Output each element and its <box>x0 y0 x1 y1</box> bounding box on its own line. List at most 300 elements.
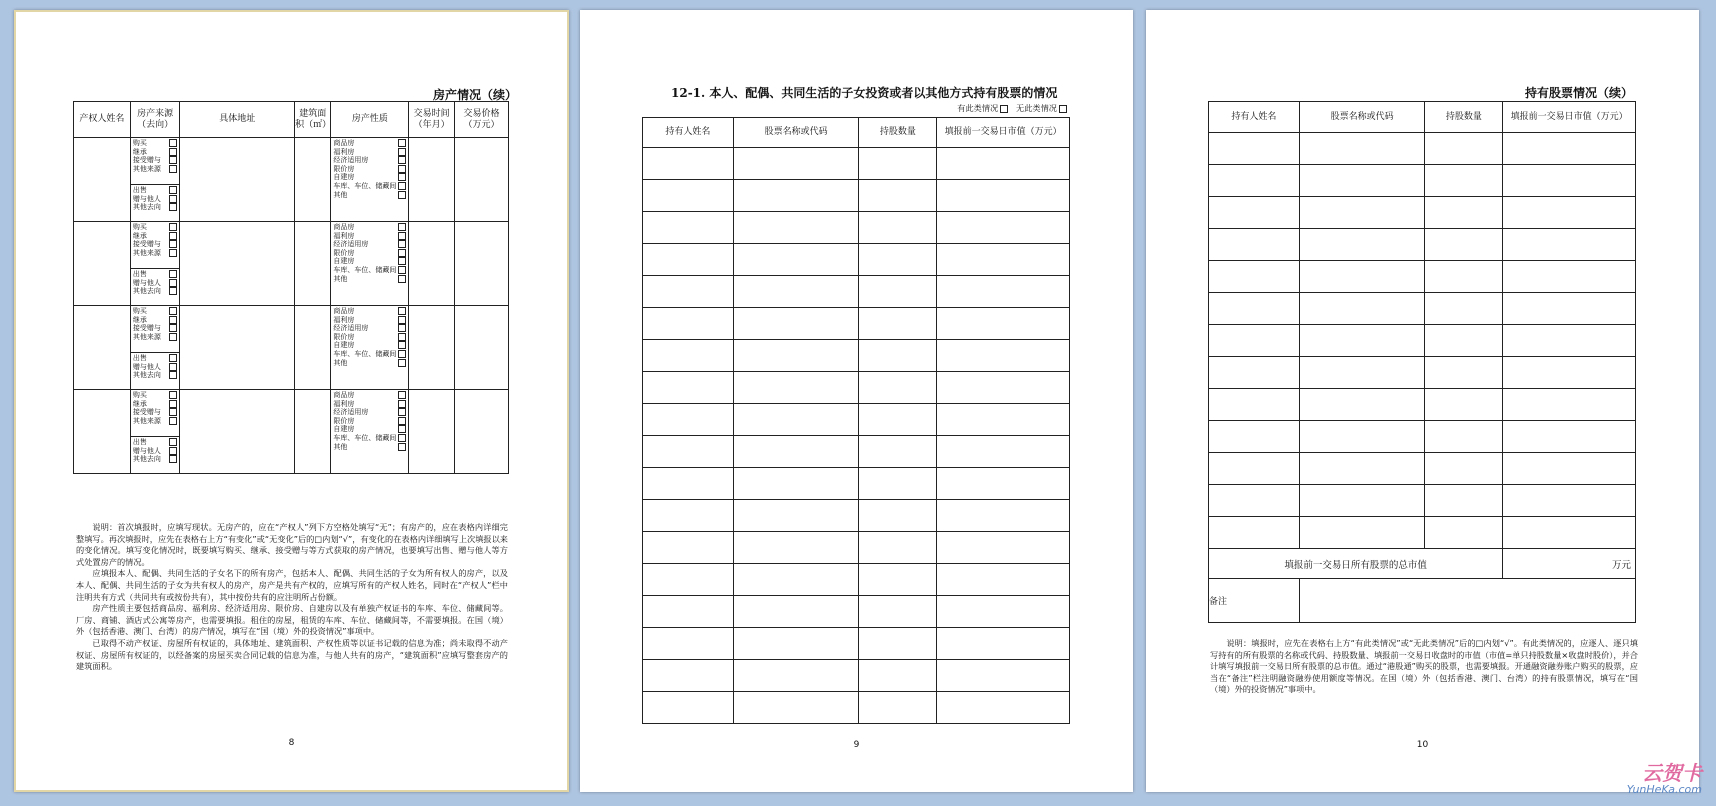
option-label: 其他来源 <box>132 248 161 257</box>
option-checkbox[interactable] <box>169 391 177 399</box>
option-label: 出售 <box>132 438 147 446</box>
option-checkbox[interactable] <box>169 307 177 315</box>
option-label: 限价房 <box>333 164 355 173</box>
table-cell[interactable] <box>733 500 859 532</box>
trade-time-cell[interactable] <box>409 138 455 222</box>
option-label: 购买 <box>132 307 147 315</box>
option-checkbox[interactable] <box>169 139 177 147</box>
option-label: 商品房 <box>333 307 355 315</box>
table-cell[interactable] <box>1503 133 1636 165</box>
table-cell[interactable] <box>1503 517 1636 549</box>
option-row <box>133 186 177 195</box>
option-checkbox[interactable] <box>398 156 406 164</box>
table-cell[interactable] <box>733 468 859 500</box>
option-checkbox[interactable] <box>398 341 406 349</box>
table-row <box>643 212 1070 244</box>
table-cell[interactable] <box>1503 229 1636 261</box>
table-cell[interactable] <box>733 372 859 404</box>
table-cell[interactable] <box>937 468 1070 500</box>
table-cell[interactable] <box>859 564 937 596</box>
table-cell[interactable] <box>859 180 937 212</box>
option-label: 继承 <box>132 231 147 240</box>
table-cell[interactable] <box>1425 133 1503 165</box>
option-checkbox[interactable] <box>398 275 406 283</box>
table-cell[interactable] <box>1299 389 1425 421</box>
table-cell[interactable] <box>643 276 734 308</box>
table-cell[interactable] <box>733 596 859 628</box>
table-row <box>643 564 1070 596</box>
option-checkbox[interactable] <box>398 148 406 156</box>
table-cell[interactable] <box>1209 517 1300 549</box>
area-cell[interactable] <box>295 390 331 474</box>
table-cell[interactable] <box>643 468 734 500</box>
table-cell[interactable] <box>733 436 859 468</box>
table-cell[interactable] <box>937 148 1070 180</box>
option-checkbox[interactable] <box>169 316 177 324</box>
col-source: 房产来源（去向） <box>130 102 179 138</box>
option-checkbox[interactable] <box>169 270 177 278</box>
table-cell[interactable] <box>1503 453 1636 485</box>
table-cell[interactable] <box>643 212 734 244</box>
table-cell[interactable] <box>859 628 937 660</box>
option-row <box>333 443 406 452</box>
option-label: 其他去向 <box>132 455 161 464</box>
table-cell[interactable] <box>1425 453 1503 485</box>
table-row <box>643 340 1070 372</box>
table-row <box>643 404 1070 436</box>
source-options <box>131 390 179 426</box>
table-cell[interactable] <box>1209 197 1300 229</box>
table-cell[interactable] <box>733 628 859 660</box>
destination-options <box>131 269 179 297</box>
owner-cell[interactable] <box>74 306 131 390</box>
trade-time-cell[interactable] <box>409 306 455 390</box>
property-table <box>73 101 509 474</box>
table-cell[interactable] <box>937 436 1070 468</box>
table-cell[interactable] <box>1299 229 1425 261</box>
trade-time-cell[interactable] <box>409 390 455 474</box>
option-checkbox[interactable] <box>398 417 406 425</box>
table-cell[interactable] <box>1299 357 1425 389</box>
table-cell[interactable] <box>1209 293 1300 325</box>
table-cell[interactable] <box>1209 165 1300 197</box>
nature-cell <box>331 306 409 390</box>
option-checkbox[interactable] <box>398 182 406 190</box>
option-checkbox[interactable] <box>398 400 406 408</box>
document-page-10 <box>1146 10 1699 792</box>
option-checkbox[interactable] <box>398 307 406 315</box>
option-checkbox[interactable] <box>169 417 177 425</box>
option-label: 出售 <box>132 270 147 278</box>
table-cell[interactable] <box>937 180 1070 212</box>
table-cell[interactable] <box>1503 389 1636 421</box>
remark-field[interactable] <box>1299 579 1635 623</box>
option-label: 福利房 <box>333 399 355 408</box>
nature-cell <box>331 390 409 474</box>
option-checkbox[interactable] <box>398 223 406 231</box>
option-row <box>133 363 177 372</box>
table-cell[interactable] <box>1503 325 1636 357</box>
table-cell[interactable] <box>1209 133 1300 165</box>
table-cell[interactable] <box>859 692 937 724</box>
table-cell[interactable] <box>733 244 859 276</box>
table-cell[interactable] <box>1299 293 1425 325</box>
destination-cell <box>130 269 179 306</box>
table-cell[interactable] <box>643 372 734 404</box>
source-options <box>131 222 179 258</box>
table-cell[interactable] <box>937 276 1070 308</box>
table-cell[interactable] <box>1425 517 1503 549</box>
option-label: 接受赠与 <box>132 156 161 165</box>
option-label: 继承 <box>132 399 147 408</box>
option-checkbox[interactable] <box>169 455 177 463</box>
option-label: 接受赠与 <box>132 240 161 249</box>
area-cell[interactable] <box>295 306 331 390</box>
destination-options <box>131 185 179 213</box>
table-cell[interactable] <box>643 628 734 660</box>
option-checkbox[interactable] <box>169 354 177 362</box>
owner-cell[interactable] <box>74 138 131 222</box>
option-row <box>133 333 177 342</box>
table-row <box>1209 229 1636 261</box>
table-cell[interactable] <box>1299 421 1425 453</box>
trade-time-cell[interactable] <box>409 222 455 306</box>
status-none-checkbox[interactable] <box>1059 105 1067 113</box>
table-cell[interactable] <box>643 660 734 692</box>
col-area: 建筑面积（㎡） <box>295 102 331 138</box>
table-cell[interactable] <box>1425 485 1503 517</box>
table-row <box>1209 453 1636 485</box>
table-cell[interactable] <box>733 692 859 724</box>
owner-cell[interactable] <box>74 390 131 474</box>
option-checkbox[interactable] <box>398 266 406 274</box>
table-cell[interactable] <box>733 308 859 340</box>
option-checkbox[interactable] <box>398 173 406 181</box>
table-cell[interactable] <box>733 340 859 372</box>
table-cell[interactable] <box>1299 197 1425 229</box>
table-cell[interactable] <box>733 660 859 692</box>
trade-price-cell[interactable] <box>455 306 509 390</box>
table-cell[interactable] <box>1425 389 1503 421</box>
table-cell[interactable] <box>1299 165 1425 197</box>
table-cell[interactable] <box>643 436 734 468</box>
option-label: 商品房 <box>333 139 355 147</box>
stock-table-continued <box>1208 101 1636 623</box>
option-checkbox[interactable] <box>398 391 406 399</box>
source-cell <box>130 306 179 353</box>
destination-cell <box>130 437 179 474</box>
table-cell[interactable] <box>1425 261 1503 293</box>
owner-cell[interactable] <box>74 222 131 306</box>
table-cell[interactable] <box>1425 421 1503 453</box>
option-checkbox[interactable] <box>398 316 406 324</box>
option-row <box>333 324 406 333</box>
watermark-en: YunHeKa.com <box>1626 783 1702 796</box>
table-cell[interactable] <box>1503 165 1636 197</box>
option-row <box>133 203 177 212</box>
table-cell[interactable] <box>733 404 859 436</box>
option-checkbox[interactable] <box>398 408 406 416</box>
table-cell[interactable] <box>643 532 734 564</box>
table-cell[interactable] <box>733 276 859 308</box>
option-label: 赠与他人 <box>132 278 161 287</box>
option-row <box>333 266 406 275</box>
table-cell[interactable] <box>1503 293 1636 325</box>
address-cell[interactable] <box>180 306 295 390</box>
option-checkbox[interactable] <box>398 434 406 442</box>
table-cell[interactable] <box>643 692 734 724</box>
option-label: 福利房 <box>333 147 355 156</box>
table-cell[interactable] <box>1503 197 1636 229</box>
option-checkbox[interactable] <box>398 324 406 332</box>
table-cell[interactable] <box>937 692 1070 724</box>
table-cell[interactable] <box>859 532 937 564</box>
col-shares: 持股数量 <box>1425 102 1503 133</box>
nature-cell <box>331 222 409 306</box>
option-label: 出售 <box>132 354 147 362</box>
option-row <box>333 307 406 316</box>
table-cell[interactable] <box>1425 293 1503 325</box>
table-cell[interactable] <box>937 404 1070 436</box>
option-checkbox[interactable] <box>398 443 406 451</box>
option-checkbox[interactable] <box>398 139 406 147</box>
table-row <box>1209 133 1636 165</box>
table-cell[interactable] <box>937 244 1070 276</box>
trade-price-cell[interactable] <box>455 138 509 222</box>
option-label: 经济适用房 <box>333 324 369 333</box>
option-checkbox[interactable] <box>169 371 177 379</box>
total-label: 填报前一交易日所有股票的总市值 <box>1209 549 1503 579</box>
table-cell[interactable] <box>859 372 937 404</box>
table-cell[interactable] <box>937 532 1070 564</box>
option-row <box>333 425 406 434</box>
option-checkbox[interactable] <box>169 400 177 408</box>
option-label: 其他来源 <box>132 332 161 341</box>
option-checkbox[interactable] <box>169 165 177 173</box>
table-cell[interactable] <box>859 404 937 436</box>
option-row <box>133 316 177 325</box>
source-cell <box>130 138 179 185</box>
table-cell[interactable] <box>859 500 937 532</box>
option-row <box>133 287 177 296</box>
table-cell[interactable] <box>1503 485 1636 517</box>
option-row <box>133 139 177 148</box>
table-cell[interactable] <box>1503 421 1636 453</box>
option-label: 继承 <box>132 315 147 324</box>
option-row <box>333 232 406 241</box>
table-cell[interactable] <box>733 148 859 180</box>
option-checkbox[interactable] <box>169 249 177 257</box>
instruction-paragraph: 应填报本人、配偶、共同生活的子女名下的所有房产，包括本人、配偶、共同生活的子女为所有权人的房产，以及本人、配偶、共同生活的子女为共有权人的房产，房产是共有产权的，应填写所有的产权人姓名，同时在“产权人”栏中注明共有方式（共同共有或按份共有），其中按份共有的应注明所占份额。 <box>76 568 508 602</box>
table-cell[interactable] <box>1209 421 1300 453</box>
table-cell[interactable] <box>1299 485 1425 517</box>
table-cell[interactable] <box>643 308 734 340</box>
page-title: 房产情况（续） <box>432 88 517 102</box>
option-label: 车库、车位、储藏间 <box>333 433 397 442</box>
table-cell[interactable] <box>1299 325 1425 357</box>
table-cell[interactable] <box>1209 485 1300 517</box>
trade-price-cell[interactable] <box>455 222 509 306</box>
option-label: 其他去向 <box>132 287 161 296</box>
option-label: 限价房 <box>333 332 355 341</box>
table-row <box>643 308 1070 340</box>
table-cell[interactable] <box>937 340 1070 372</box>
option-checkbox[interactable] <box>169 186 177 194</box>
option-label: 其他去向 <box>132 371 161 380</box>
table-row <box>643 436 1070 468</box>
page-title: 持有股票情况（续） <box>1524 86 1633 100</box>
table-row <box>643 660 1070 692</box>
table-cell[interactable] <box>1425 197 1503 229</box>
table-cell[interactable] <box>643 404 734 436</box>
table-cell[interactable] <box>643 596 734 628</box>
option-label: 其他 <box>333 358 348 367</box>
table-cell[interactable] <box>1425 165 1503 197</box>
option-row <box>133 447 177 456</box>
address-cell[interactable] <box>180 138 295 222</box>
table-cell[interactable] <box>937 308 1070 340</box>
option-checkbox[interactable] <box>169 240 177 248</box>
option-checkbox[interactable] <box>398 425 406 433</box>
table-cell[interactable] <box>859 212 937 244</box>
table-cell[interactable] <box>643 148 734 180</box>
table-cell[interactable] <box>1503 357 1636 389</box>
trade-price-cell[interactable] <box>455 390 509 474</box>
table-row <box>1209 389 1636 421</box>
table-cell[interactable] <box>1425 357 1503 389</box>
option-label: 车库、车位、储藏间 <box>333 349 397 358</box>
area-cell[interactable] <box>295 222 331 306</box>
table-cell[interactable] <box>859 276 937 308</box>
table-cell[interactable] <box>1425 229 1503 261</box>
table-cell[interactable] <box>1503 261 1636 293</box>
status-has-checkbox[interactable] <box>1000 105 1008 113</box>
table-cell[interactable] <box>937 372 1070 404</box>
option-row <box>133 279 177 288</box>
table-cell[interactable] <box>1209 389 1300 421</box>
table-cell[interactable] <box>859 308 937 340</box>
remark-label: 备注 <box>1209 597 1228 607</box>
option-label: 自建房 <box>333 425 355 434</box>
table-cell[interactable] <box>937 212 1070 244</box>
area-cell[interactable] <box>295 138 331 222</box>
option-checkbox[interactable] <box>169 333 177 341</box>
address-cell[interactable] <box>180 390 295 474</box>
option-row <box>333 223 406 232</box>
table-row <box>643 244 1070 276</box>
table-cell[interactable] <box>1209 357 1300 389</box>
option-checkbox[interactable] <box>169 195 177 203</box>
destination-options <box>131 353 179 381</box>
table-cell[interactable] <box>1209 325 1300 357</box>
option-row <box>333 341 406 350</box>
table-cell[interactable] <box>643 564 734 596</box>
total-row <box>1209 549 1636 579</box>
option-checkbox[interactable] <box>398 333 406 341</box>
table-cell[interactable] <box>1209 453 1300 485</box>
option-checkbox[interactable] <box>169 324 177 332</box>
table-cell[interactable] <box>1425 325 1503 357</box>
option-checkbox[interactable] <box>169 232 177 240</box>
table-cell[interactable] <box>643 180 734 212</box>
table-cell[interactable] <box>733 212 859 244</box>
option-checkbox[interactable] <box>169 363 177 371</box>
table-cell[interactable] <box>643 340 734 372</box>
option-checkbox[interactable] <box>169 408 177 416</box>
table-cell[interactable] <box>859 340 937 372</box>
table-cell[interactable] <box>859 660 937 692</box>
table-cell[interactable] <box>643 500 734 532</box>
option-checkbox[interactable] <box>169 203 177 211</box>
table-cell[interactable] <box>937 628 1070 660</box>
table-cell[interactable] <box>1299 261 1425 293</box>
option-checkbox[interactable] <box>398 350 406 358</box>
table-row <box>643 500 1070 532</box>
col-stock-name: 股票名称或代码 <box>1299 102 1425 133</box>
option-row <box>333 400 406 409</box>
option-checkbox[interactable] <box>169 287 177 295</box>
table-cell[interactable] <box>859 468 937 500</box>
table-cell[interactable] <box>937 500 1070 532</box>
option-row <box>333 139 406 148</box>
option-checkbox[interactable] <box>169 447 177 455</box>
table-cell[interactable] <box>1209 261 1300 293</box>
option-label: 自建房 <box>333 173 355 182</box>
table-cell[interactable] <box>859 148 937 180</box>
option-checkbox[interactable] <box>398 240 406 248</box>
table-cell[interactable] <box>733 532 859 564</box>
option-label: 购买 <box>132 139 147 147</box>
source-options <box>131 306 179 342</box>
option-checkbox[interactable] <box>398 249 406 257</box>
destination-cell <box>130 353 179 390</box>
option-checkbox[interactable] <box>398 359 406 367</box>
option-checkbox[interactable] <box>169 438 177 446</box>
option-checkbox[interactable] <box>398 165 406 173</box>
option-checkbox[interactable] <box>169 156 177 164</box>
option-checkbox[interactable] <box>398 191 406 199</box>
instruction-paragraph: 房产性质主要包括商品房、福利房、经济适用房、限价房、自建房以及有单独产权证书的车库、车位、储藏间等。厂房、商铺、酒店式公寓等房产，也需要填报。租住的房屋，租赁的车库、车位、储藏间等，不需要填报。在国（境）外（包括香港、澳门、台湾）的房产情况，填写在“国（境）外的投资情况”事项中。 <box>76 603 508 637</box>
table-cell[interactable] <box>859 596 937 628</box>
table-cell[interactable] <box>733 180 859 212</box>
col-trade-time: 交易时间（年月） <box>409 102 455 138</box>
option-row <box>333 408 406 417</box>
option-label: 其他来源 <box>132 164 161 173</box>
table-cell[interactable] <box>643 244 734 276</box>
option-checkbox[interactable] <box>169 223 177 231</box>
col-stock-name: 股票名称或代码 <box>733 118 859 148</box>
table-cell[interactable] <box>937 564 1070 596</box>
table-cell[interactable] <box>733 564 859 596</box>
property-record <box>74 306 509 353</box>
table-cell[interactable] <box>859 436 937 468</box>
table-cell[interactable] <box>859 244 937 276</box>
status-checkboxes <box>957 103 1067 114</box>
option-checkbox[interactable] <box>169 279 177 287</box>
table-cell[interactable] <box>1299 517 1425 549</box>
table-cell[interactable] <box>937 660 1070 692</box>
option-checkbox[interactable] <box>398 232 406 240</box>
status-none-label: 无此类情况 <box>1016 103 1057 113</box>
table-cell[interactable] <box>1299 453 1425 485</box>
address-cell[interactable] <box>180 222 295 306</box>
option-label: 限价房 <box>333 416 355 425</box>
option-checkbox[interactable] <box>398 257 406 265</box>
option-checkbox[interactable] <box>169 148 177 156</box>
table-cell[interactable] <box>1299 133 1425 165</box>
table-cell[interactable] <box>1209 229 1300 261</box>
table-cell[interactable] <box>937 596 1070 628</box>
